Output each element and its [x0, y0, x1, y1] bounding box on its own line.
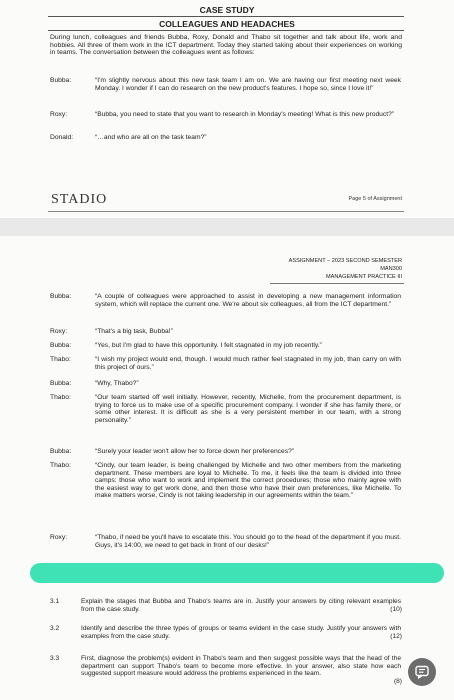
header-divider: [270, 283, 404, 284]
dialogue-text: “A couple of colleagues were approached to assist in developing a new management information system, which will replace the current one. We're about six colleagues, all from the ICT department.”: [95, 293, 401, 308]
dialogue-text: “Yes, but I'm glad to have this opportunity. I felt stagnated in my job recently.”: [95, 342, 322, 349]
document-page-1: [0, 0, 454, 218]
question-text: Explain the stages that Bubba and Thabo's teams are in. Justify your answers by citing relevant examples from the case study.: [81, 598, 401, 613]
speaker-name: Roxy:: [50, 111, 68, 118]
title-divider: [48, 16, 404, 17]
chat-button[interactable]: [408, 658, 436, 686]
assignment-header: ASSIGNMENT – 2023 SECOND SEMESTER: [288, 258, 402, 264]
case-study-subtitle: COLLEAGUES AND HEADACHES: [159, 19, 295, 29]
dialogue-text: “Our team started off well initially. However, recently, Michelle, from the procurement department, is trying to force us to make use of a specific procurement company. I wonder if she has family there, or some other interest. It is difficult as she is a very persistent member in our team, with a strong personality.”: [95, 394, 401, 424]
page-gap: [0, 218, 454, 236]
dialogue-text: “Why, Thabo?”: [95, 380, 139, 387]
speaker-name: Roxy:: [50, 534, 68, 541]
dialogue-text: “That's a big task, Bubba!”: [95, 328, 173, 335]
dialogue-text: “I'm slightly nervous about this new task team I am on. We are having our first meeting next week Monday. I wonder if I can do research on the new product's features. I hope so, since I love it!”: [95, 77, 401, 92]
speaker-name: Roxy:: [50, 328, 68, 335]
dialogue-text: “Thabo, if need be you'll have to escalate this. You should go to the head of the department if you must. Guys, it's 14:00, we need to get back in front of our desks!”: [95, 534, 401, 549]
speaker-name: Donald:: [50, 134, 74, 141]
subtitle-divider: [48, 30, 404, 31]
speaker-name: Thabo:: [50, 462, 71, 469]
case-study-title: CASE STUDY: [199, 5, 255, 15]
question-marks: (10): [390, 605, 402, 613]
intro-paragraph: During lunch, colleagues and friends Bubba, Roxy, Donald and Thabo sit together and talk about life, work and hobbies. All three of them work in the ICT department. Today they started taking about their experiences on working in teams. The conversation between the colleagues went as follows:: [50, 34, 402, 57]
speaker-name: Thabo:: [50, 394, 71, 401]
dialogue-text: “Cindy, our team leader, is being challenged by Michelle and two other members from the marketing department. These members are loyal to Michelle. To me, it feels like the team is divided into three camps: those who want to work and implement the correct procedures; those who mainly agree with the easiest way to get work done, and then those who have their own preferences, like Michelle. To make matters worse, Cindy is not taking leadership in our agreements within the team.”: [95, 462, 401, 500]
highlight-stroke: [30, 563, 444, 583]
module-name: MANAGEMENT PRACTICE III: [325, 274, 402, 280]
module-code: MAN300: [380, 266, 402, 272]
speaker-name: Bubba:: [50, 293, 72, 300]
stadio-logo: STADIO: [51, 192, 108, 207]
page-number: Page 5 of Assignment: [348, 196, 402, 202]
question-marks: (12): [390, 632, 402, 640]
speaker-name: Thabo:: [50, 356, 71, 363]
question-text: Identify and describe the three types of groups or teams evident in the case study. Justify your answers with examples from the case study.: [81, 625, 401, 640]
speaker-name: Bubba:: [50, 448, 72, 455]
speaker-name: Bubba:: [50, 77, 72, 84]
dialogue-text: “I wish my project would end, though. I would much rather feel stagnated in my job, than carry on with this project of ours.”: [95, 356, 401, 371]
dialogue-text: “Surely your leader won't allow her to force down her preferences?”: [95, 448, 295, 455]
question-number: 3.3: [50, 655, 60, 662]
chat-bubble-icon: [414, 664, 430, 680]
speaker-name: Bubba:: [50, 342, 72, 349]
speaker-name: Bubba:: [50, 380, 72, 387]
footer-divider: [48, 211, 404, 212]
question-text: First, diagnose the problem(s) evident in Thabo's team and then suggest possible ways that the head of the department can support Thabo's team to become more effective. In your answer, also state how each suggested support measure would address the problems experienced in the team.: [81, 655, 401, 678]
question-number: 3.2: [50, 625, 60, 632]
dialogue-text: “Bubba, you need to state that you want to research in Monday's meeting! What is this new product?”: [95, 111, 395, 118]
question-number: 3.1: [50, 598, 60, 605]
dialogue-text: “…and who are all on the task team?”: [95, 134, 207, 141]
question-marks: (8): [393, 677, 402, 685]
